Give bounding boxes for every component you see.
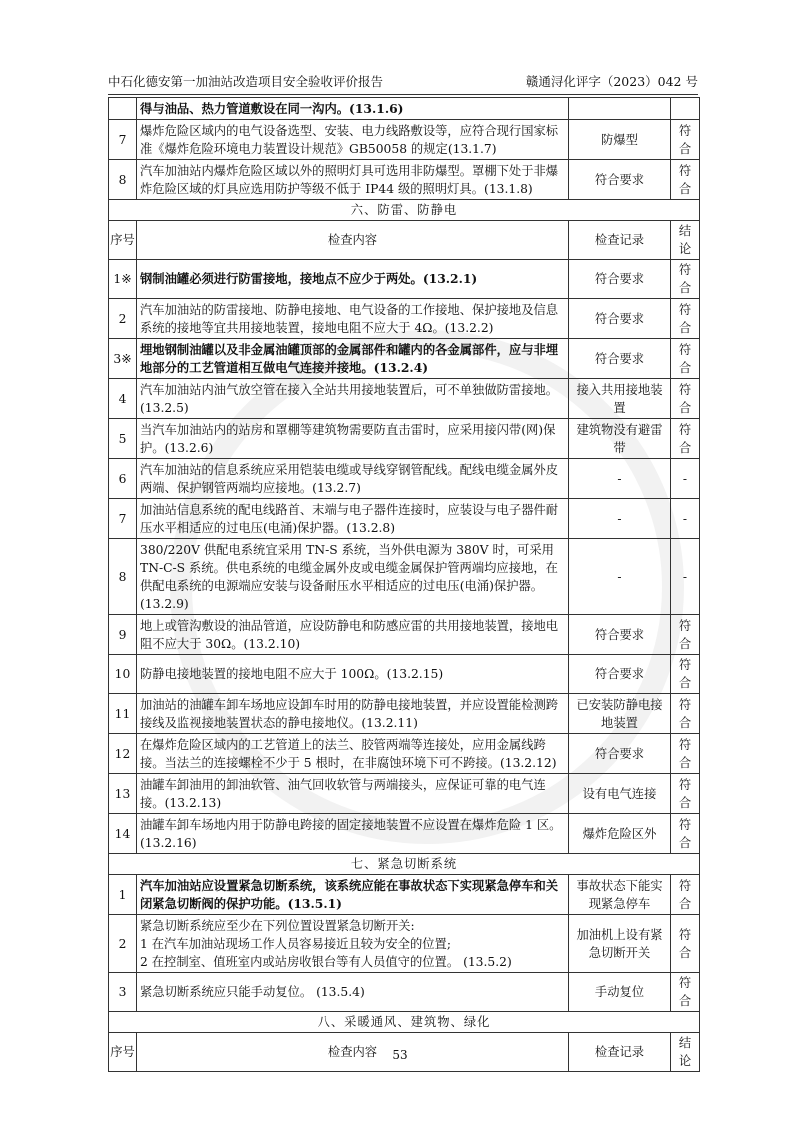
check-content: 汽车加油站应设置紧急切断系统，该系统应能在事故状态下实现紧急停车和关闭紧急切断阀的保护功能。(13.5.1) bbox=[137, 875, 569, 915]
check-content: 汽车加油站的防雷接地、防静电接地、电气设备的工作接地、保护接地及信息系统的接地等宜共用接地装置，接地电阻不应大于 4Ω。(13.2.2) bbox=[137, 299, 569, 339]
item-number: 13 bbox=[109, 774, 137, 814]
check-result: 符合 bbox=[671, 694, 700, 734]
page-number: 53 bbox=[392, 1048, 408, 1062]
page-header bbox=[108, 72, 698, 95]
table-row bbox=[109, 814, 700, 854]
check-record: 已安装防静电接地装置 bbox=[569, 694, 671, 734]
check-content: 油罐车卸车场地内用于防静电跨接的固定接地装置不应设置在爆炸危险 1 区。(13.2.16) bbox=[137, 814, 569, 854]
table-row bbox=[109, 339, 700, 379]
table-row bbox=[109, 734, 700, 774]
section-header-row bbox=[109, 1012, 700, 1033]
table-row bbox=[109, 98, 700, 120]
table-row bbox=[109, 973, 700, 1012]
check-result: 符合 bbox=[671, 260, 700, 299]
check-content: 检查内容 bbox=[137, 221, 569, 260]
check-record: 符合要求 bbox=[569, 734, 671, 774]
check-result: 符合 bbox=[671, 655, 700, 694]
table-row bbox=[109, 539, 700, 615]
item-number: 2 bbox=[109, 299, 137, 339]
table-row bbox=[109, 379, 700, 419]
item-number: 3※ bbox=[109, 339, 137, 379]
table-row bbox=[109, 459, 700, 499]
check-content: 汽车加油站内爆炸危险区域以外的照明灯具可选用非防爆型。罩棚下处于非爆炸危险区域的灯具应选用防护等级不低于 IP44 级的照明灯具。(13.1.8) bbox=[137, 160, 569, 200]
check-record: - bbox=[569, 539, 671, 615]
table-row bbox=[109, 875, 700, 915]
check-record: 符合要求 bbox=[569, 299, 671, 339]
check-record: 防爆型 bbox=[569, 120, 671, 160]
check-content: 油罐车卸油用的卸油软管、油气回收软管与两端接头，应保证可靠的电气连接。(13.2.13) bbox=[137, 774, 569, 814]
check-result: 符合 bbox=[671, 120, 700, 160]
item-number: 2 bbox=[109, 915, 137, 973]
inspection-table bbox=[108, 97, 700, 1072]
item-number: 3 bbox=[109, 973, 137, 1012]
item-number: 序号 bbox=[109, 221, 137, 260]
table-row bbox=[109, 160, 700, 200]
check-result: 符合 bbox=[671, 814, 700, 854]
item-number: 6 bbox=[109, 459, 137, 499]
item-number: 4 bbox=[109, 379, 137, 419]
column-header-row bbox=[109, 221, 700, 260]
item-number: 7 bbox=[109, 499, 137, 539]
check-result: 符合 bbox=[671, 615, 700, 655]
table-row bbox=[109, 419, 700, 459]
check-record: 检查记录 bbox=[569, 1033, 671, 1072]
check-content: 防静电接地装置的接地电阻不应大于 100Ω。(13.2.15) bbox=[137, 655, 569, 694]
check-content: 汽车加油站内油气放空管在接入全站共用接地装置后，可不单独做防雷接地。(13.2.5) bbox=[137, 379, 569, 419]
check-content: 汽车加油站的信息系统应采用铠装电缆或导线穿钢管配线。配线电缆金属外皮两端、保护钢管两端均应接地。(13.2.7) bbox=[137, 459, 569, 499]
section-title: 六、防雷、防静电 bbox=[109, 200, 700, 221]
check-content: 加油站信息系统的配电线路首、末端与电子器件连接时，应装设与电子器件耐压水平相适应的过电压(电涌)保护器。(13.2.8) bbox=[137, 499, 569, 539]
check-record: 事故状态下能实现紧急停车 bbox=[569, 875, 671, 915]
check-content: 得与油品、热力管道敷设在同一沟内。(13.1.6) bbox=[137, 98, 569, 120]
check-record: - bbox=[569, 499, 671, 539]
table-row bbox=[109, 299, 700, 339]
check-record: 检查记录 bbox=[569, 221, 671, 260]
check-record: 设有电气连接 bbox=[569, 774, 671, 814]
table-row bbox=[109, 694, 700, 734]
item-number: 5 bbox=[109, 419, 137, 459]
inspection-table-body bbox=[109, 98, 700, 1072]
check-result: 符合 bbox=[671, 774, 700, 814]
check-content: 爆炸危险区域内的电气设备选型、安装、电力线路敷设等，应符合现行国家标准《爆炸危险环境电力装置设计规范》GB50058 的规定(13.1.7) bbox=[137, 120, 569, 160]
section-header-row bbox=[109, 200, 700, 221]
section-title: 七、紧急切断系统 bbox=[109, 854, 700, 875]
check-result: 符合 bbox=[671, 339, 700, 379]
check-content: 检查内容 bbox=[137, 1033, 569, 1072]
check-result: 结论 bbox=[671, 221, 700, 260]
item-number: 12 bbox=[109, 734, 137, 774]
item-number: 8 bbox=[109, 160, 137, 200]
check-record: 手动复位 bbox=[569, 973, 671, 1012]
check-content: 紧急切断系统应只能手动复位。 (13.5.4) bbox=[137, 973, 569, 1012]
check-content: 紧急切断系统应至少在下列位置设置紧急切断开关: 1 在汽车加油站现场工作人员容易接近且较为安全的位置; 2 在控制室、值班室内或站房收银台等有人员值守的位置。 (13.5.2) bbox=[137, 915, 569, 973]
check-result: 符合 bbox=[671, 419, 700, 459]
section-header-row bbox=[109, 854, 700, 875]
check-result: - bbox=[671, 539, 700, 615]
header-report-number: 赣通浔化评字（2023）042 号 bbox=[525, 74, 698, 89]
check-record: 爆炸危险区外 bbox=[569, 814, 671, 854]
check-record: 建筑物没有避雷带 bbox=[569, 419, 671, 459]
check-result: - bbox=[671, 459, 700, 499]
check-result: 结论 bbox=[671, 1033, 700, 1072]
item-number: 10 bbox=[109, 655, 137, 694]
table-row bbox=[109, 260, 700, 299]
check-result: 符合 bbox=[671, 379, 700, 419]
check-record: 符合要求 bbox=[569, 615, 671, 655]
check-result bbox=[671, 98, 700, 120]
check-result: 符合 bbox=[671, 160, 700, 200]
table-row bbox=[109, 915, 700, 973]
check-record bbox=[569, 98, 671, 120]
item-number: 14 bbox=[109, 814, 137, 854]
check-result: - bbox=[671, 499, 700, 539]
check-content: 加油站的油罐车卸车场地应设卸车时用的防静电接地装置，并应设置能检测跨接线及监视接地装置状态的静电接地仪。(13.2.11) bbox=[137, 694, 569, 734]
check-record: 符合要求 bbox=[569, 160, 671, 200]
item-number: 1 bbox=[109, 875, 137, 915]
check-result: 符合 bbox=[671, 915, 700, 973]
check-record: - bbox=[569, 459, 671, 499]
check-result: 符合 bbox=[671, 973, 700, 1012]
header-report-title: 中石化德安第一加油站改造项目安全验收评价报告 bbox=[108, 74, 384, 89]
check-record: 符合要求 bbox=[569, 260, 671, 299]
check-content: 埋地钢制油罐以及非金属油罐顶部的金属部件和罐内的各金属部件，应与非埋地部分的工艺管道相互做电气连接并接地。(13.2.4) bbox=[137, 339, 569, 379]
item-number: 序号 bbox=[109, 1033, 137, 1072]
check-result: 符合 bbox=[671, 299, 700, 339]
item-number: 11 bbox=[109, 694, 137, 734]
check-record: 符合要求 bbox=[569, 339, 671, 379]
table-row bbox=[109, 774, 700, 814]
check-record: 符合要求 bbox=[569, 655, 671, 694]
section-title: 八、采暖通风、建筑物、绿化 bbox=[109, 1012, 700, 1033]
check-record: 加油机上设有紧急切断开关 bbox=[569, 915, 671, 973]
item-number bbox=[109, 98, 137, 120]
check-content: 当汽车加油站内的站房和罩棚等建筑物需要防直击雷时，应采用接闪带(网)保护。(13.2.6) bbox=[137, 419, 569, 459]
table-row bbox=[109, 120, 700, 160]
check-content: 380/220V 供配电系统宜采用 TN-S 系统，当外供电源为 380V 时，可采用 TN-C-S 系统。供电系统的电缆金属外皮或电缆金属保护管两端均应接地，在供配电系统的电源端应安装与设备耐压水平相适应的过电压(电涌)保护器。(13.2.9) bbox=[137, 539, 569, 615]
item-number: 8 bbox=[109, 539, 137, 615]
item-number: 7 bbox=[109, 120, 137, 160]
check-content: 地上或管沟敷设的油品管道，应设防静电和防感应雷的共用接地装置，接地电阻不应大于 30Ω。(13.2.10) bbox=[137, 615, 569, 655]
check-content: 在爆炸危险区域内的工艺管道上的法兰、胶管两端等连接处，应用金属线跨接。当法兰的连接螺栓不少于 5 根时，在非腐蚀环境下可不跨接。(13.2.12) bbox=[137, 734, 569, 774]
check-record: 接入共用接地装置 bbox=[569, 379, 671, 419]
table-row bbox=[109, 615, 700, 655]
check-result: 符合 bbox=[671, 734, 700, 774]
table-row bbox=[109, 499, 700, 539]
check-result: 符合 bbox=[671, 875, 700, 915]
check-content: 钢制油罐必须进行防雷接地，接地点不应少于两处。(13.2.1) bbox=[137, 260, 569, 299]
item-number: 1※ bbox=[109, 260, 137, 299]
item-number: 9 bbox=[109, 615, 137, 655]
table-row bbox=[109, 655, 700, 694]
